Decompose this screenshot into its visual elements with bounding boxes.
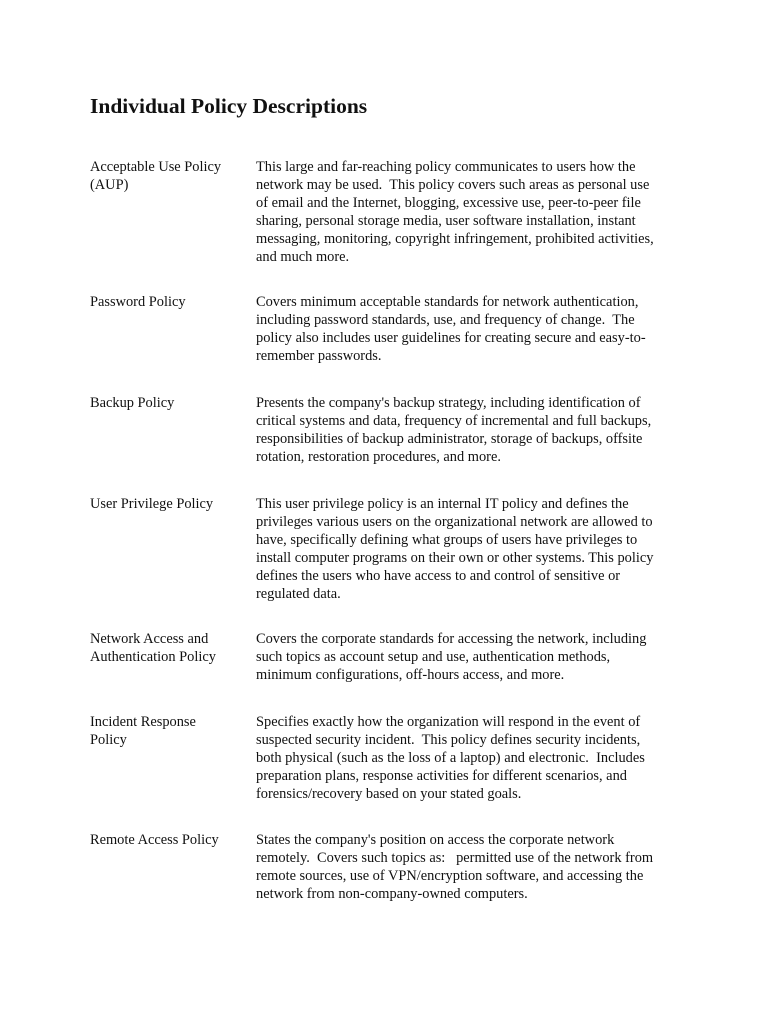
policy-name-line: Password Policy <box>90 294 186 310</box>
policy-name-line: (AUP) <box>90 177 129 194</box>
policy-description <box>256 495 680 604</box>
policy-description-line: have, specifically defining what groups of users have privileges to <box>256 532 638 549</box>
policy-description-line: install computer programs on their own or other systems. This policy <box>256 550 654 567</box>
policy-description-line: critical systems and data, frequency of incremental and full backups, <box>256 413 652 430</box>
policy-description-line: This large and far-reaching policy communicates to users how the <box>256 159 636 175</box>
policy-description-line: minimum configurations, off-hours access, and more. <box>256 667 565 684</box>
policy-name <box>90 831 246 849</box>
policy-description-line: including password standards, use, and frequency of change. The <box>256 312 635 329</box>
policy-description-line: sharing, personal storage media, user software installation, instant <box>256 213 636 230</box>
policy-description <box>256 630 680 684</box>
policy-description-line: network may be used. This policy covers such areas as personal use <box>256 177 650 194</box>
policy-description-line: policy also includes user guidelines for creating secure and easy-to- <box>256 330 646 347</box>
policy-description <box>256 394 680 466</box>
policy-name-line: Network Access and <box>90 631 209 647</box>
policy-description-line: remote sources, use of VPN/encryption software, and accessing the <box>256 868 644 885</box>
policy-description-line: and much more. <box>256 249 350 266</box>
policy-description-line: responsibilities of backup administrator, storage of backups, offsite <box>256 431 643 448</box>
policy-name-line: Backup Policy <box>90 395 175 411</box>
policy-description-line: Presents the company's backup strategy, including identification of <box>256 395 641 411</box>
policy-name <box>90 293 246 311</box>
policy-name <box>90 495 246 513</box>
policy-name-line: Incident Response <box>90 714 196 730</box>
policy-name-line: Authentication Policy <box>90 649 216 666</box>
policy-name <box>90 158 246 194</box>
policy-description-line: States the company's position on access the corporate network <box>256 832 615 848</box>
policy-description-line: remotely. Covers such topics as: permitted use of the network from <box>256 850 654 867</box>
policy-description-line: Covers minimum acceptable standards for network authentication, <box>256 294 639 310</box>
policy-description-line: suspected security incident. This policy defines security incidents, <box>256 732 641 749</box>
policy-description-line: of email and the Internet, blogging, excessive use, peer-to-peer file <box>256 195 641 212</box>
policy-description-line: privileges various users on the organizational network are allowed to <box>256 514 653 531</box>
policy-description-line: regulated data. <box>256 586 341 603</box>
policy-description-line: Specifies exactly how the organization will respond in the event of <box>256 714 641 730</box>
page-title: Individual Policy Descriptions <box>90 94 368 118</box>
policy-name-line: Acceptable Use Policy <box>90 159 222 175</box>
policy-description-line: defines the users who have access to and control of sensitive or <box>256 568 621 585</box>
policy-description-line: rotation, restoration procedures, and more. <box>256 449 501 466</box>
policy-name-line: User Privilege Policy <box>90 496 214 512</box>
policy-description <box>256 713 680 803</box>
policy-name-line: Remote Access Policy <box>90 832 219 848</box>
policy-description <box>256 158 680 267</box>
policy-description <box>256 831 680 903</box>
policy-description-line: forensics/recovery based on your stated goals. <box>256 786 522 803</box>
policy-description-line: remember passwords. <box>256 348 382 365</box>
policy-name <box>90 713 246 749</box>
policy-name <box>90 394 246 412</box>
policy-description-line: Covers the corporate standards for accessing the network, including <box>256 631 647 647</box>
policy-description-line: both physical (such as the loss of a laptop) and electronic. Includes <box>256 750 645 767</box>
policy-description-line: messaging, monitoring, copyright infringement, prohibited activities, <box>256 231 654 248</box>
policy-name-line: Policy <box>90 732 127 749</box>
policy-description-line: This user privilege policy is an internal IT policy and defines the <box>256 496 629 512</box>
policy-description-line: such topics as account setup and use, authentication methods, <box>256 649 611 666</box>
policy-description <box>256 293 680 365</box>
policy-description-line: preparation plans, response activities for different scenarios, and <box>256 768 627 785</box>
policy-description-line: network from non-company-owned computers. <box>256 886 528 903</box>
policy-name <box>90 630 246 666</box>
